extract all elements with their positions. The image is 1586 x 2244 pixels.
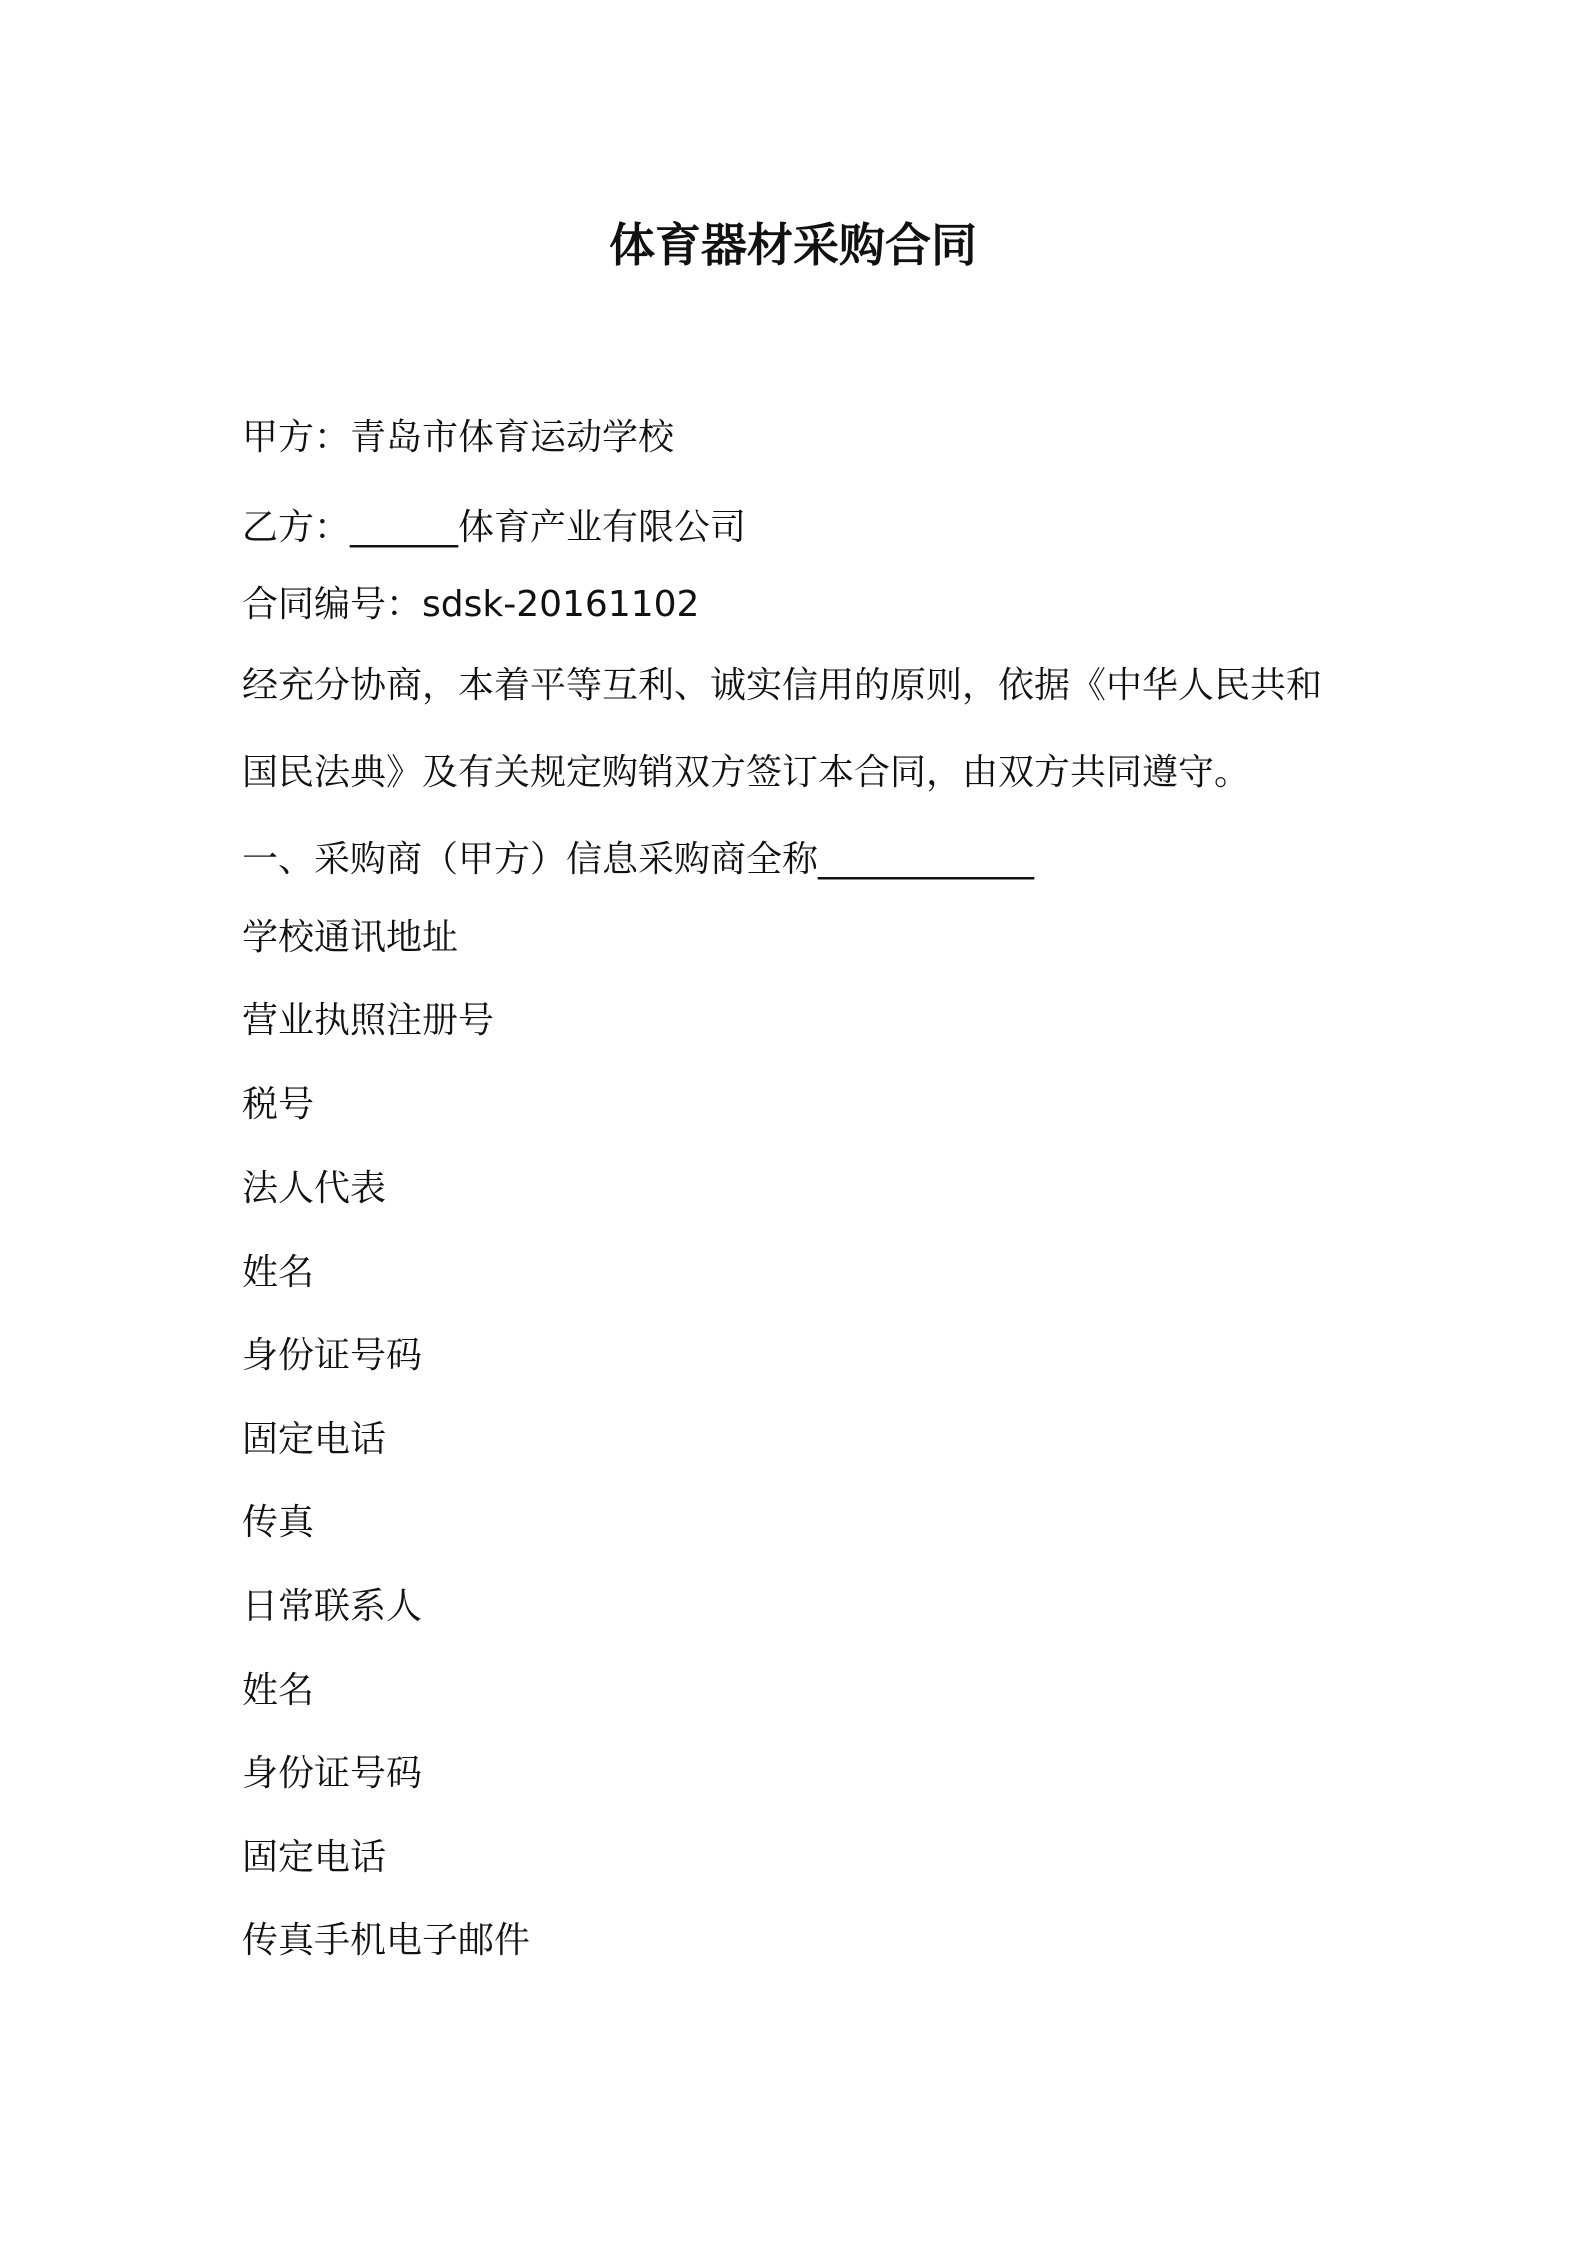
party-b-line: 乙方：______体育产业有限公司: [242, 507, 747, 548]
field-fax-mobile-email: 传真手机电子邮件: [242, 1920, 531, 1961]
contract-title: 体育器材采购合同: [609, 218, 977, 272]
field-contact-name: 姓名: [242, 1670, 315, 1711]
field-tax-no: 税号: [242, 1084, 315, 1125]
intro-paragraph-line-2: 国民法典》及有关规定购销双方签订本合同，由双方共同遵守。: [242, 752, 1251, 793]
contract-number-line: 合同编号：sdsk-20161102: [242, 584, 700, 625]
field-contact-id-number: 身份证号码: [242, 1753, 423, 1794]
party-a-line: 甲方：青岛市体育运动学校: [242, 417, 675, 458]
field-landline: 固定电话: [242, 1419, 387, 1460]
intro-paragraph-line-1: 经充分协商，本着平等互利、诚实信用的原则，依据《中华人民共和: [242, 665, 1323, 706]
field-id-number: 身份证号码: [242, 1335, 423, 1376]
field-legal-representative: 法人代表: [242, 1168, 387, 1209]
field-fax: 传真: [242, 1502, 315, 1543]
field-name: 姓名: [242, 1252, 315, 1293]
field-business-license-no: 营业执照注册号: [242, 1000, 495, 1041]
field-daily-contact: 日常联系人: [242, 1586, 423, 1627]
field-contact-landline: 固定电话: [242, 1837, 387, 1878]
section-1-heading: 一、采购商（甲方）信息采购商全称____________: [242, 839, 1035, 880]
field-school-address: 学校通讯地址: [242, 917, 459, 958]
